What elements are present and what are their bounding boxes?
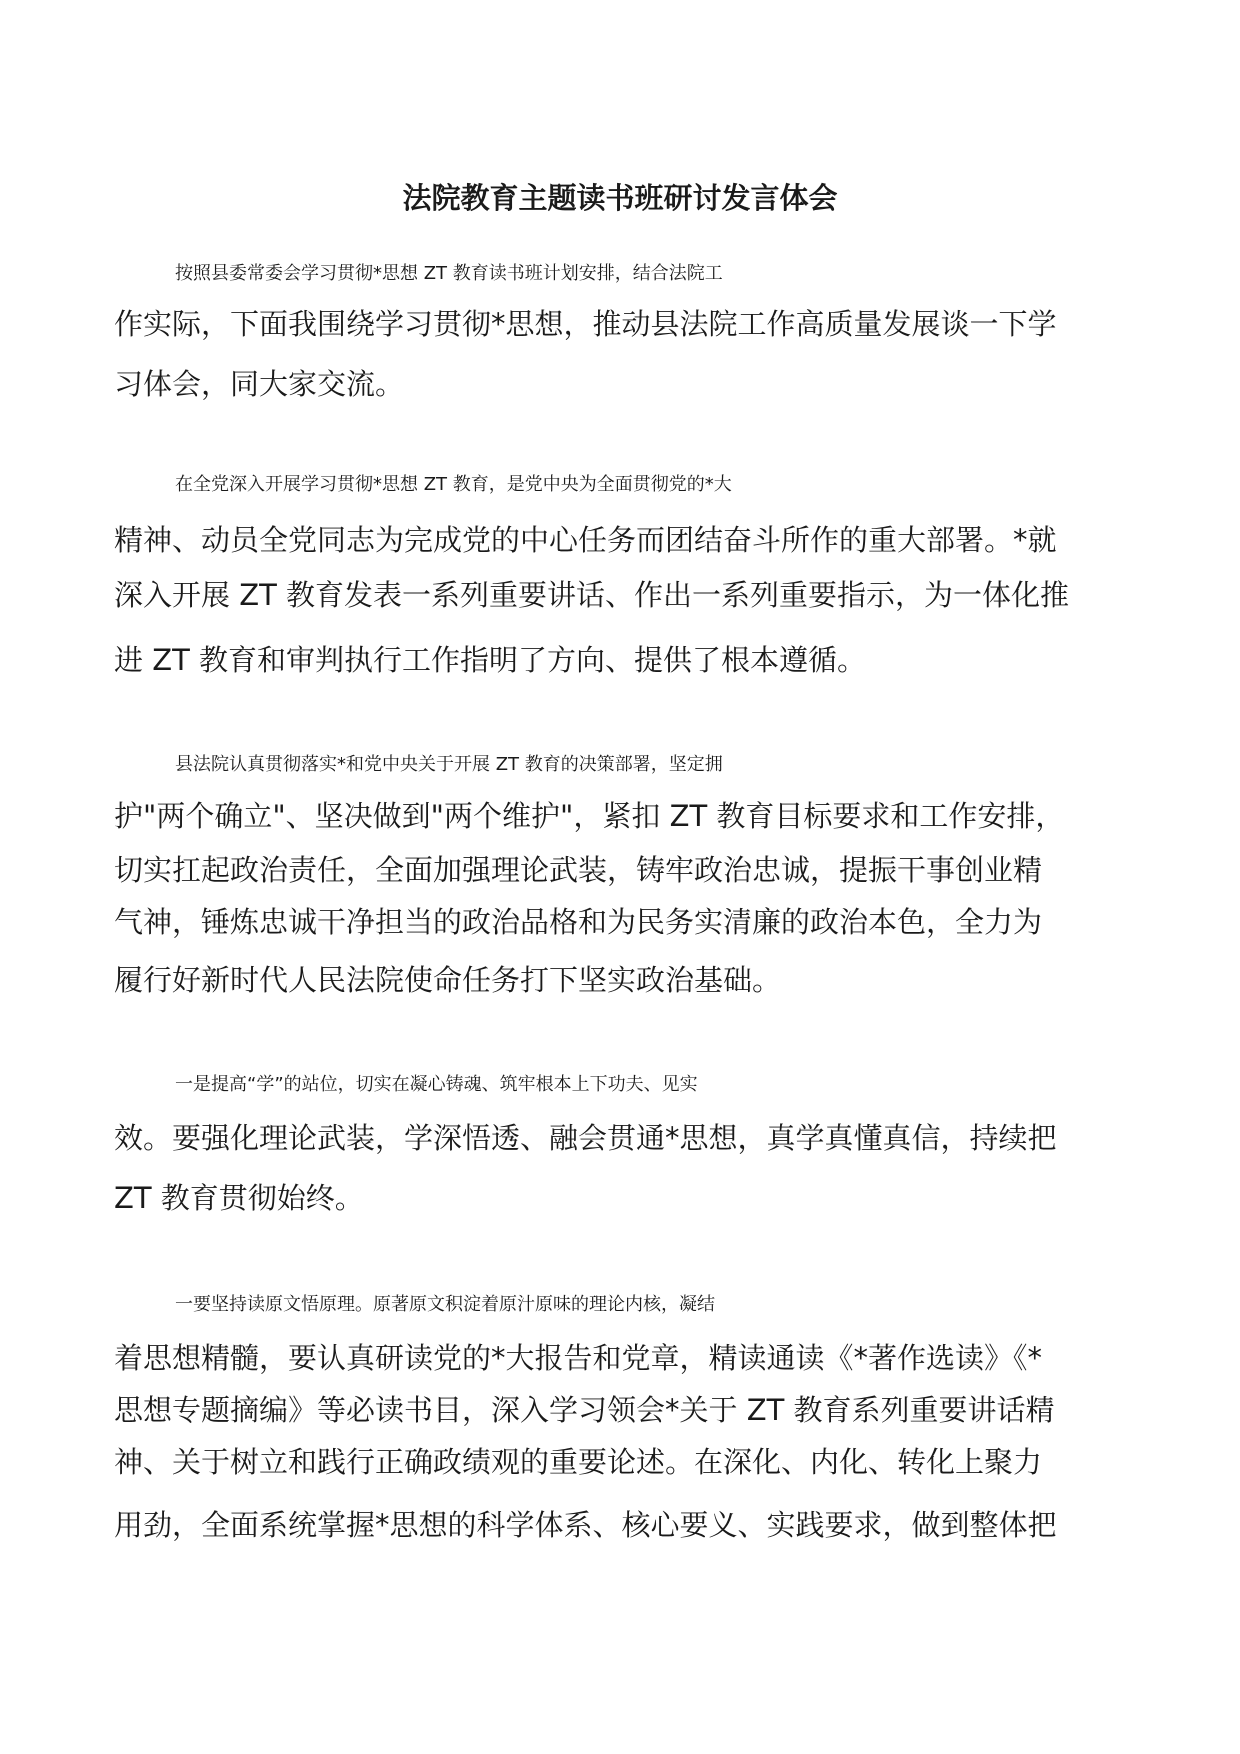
body-line: 履行好新时代人民法院使命任务打下坚实政治基础。 (114, 963, 782, 997)
body-line: 神、关于树立和践行正确政绩观的重要论述。在深化、内化、转化上聚力 (114, 1445, 1043, 1479)
body-line: 在全党深入开展学习贯彻*思想 ZT 教育，是党中央为全面贯彻党的*大 (175, 474, 732, 495)
body-line: 按照县委常委会学习贯彻*思想 ZT 教育读书班计划安排，结合法院工 (175, 263, 723, 284)
body-line: 用劲，全面系统掌握*思想的科学体系、核心要义、实践要求，做到整体把 (114, 1508, 1057, 1542)
body-line: 县法院认真贯彻落实*和党中央关于开展 ZT 教育的决策部署，坚定拥 (175, 754, 723, 775)
body-line: 思想专题摘编》等必读书目，深入学习领会*关于 ZT 教育系列重要讲话精 (114, 1393, 1055, 1427)
document-title: 法院教育主题读书班研讨发言体会 (402, 181, 838, 215)
body-line: 效。要强化理论武装，学深悟透、融会贯通*思想，真学真懂真信，持续把 (114, 1121, 1057, 1155)
body-line: 进 ZT 教育和审判执行工作指明了方向、提供了根本遵循。 (114, 643, 867, 677)
body-line: 精神、动员全党同志为完成党的中心任务而团结奋斗所作的重大部署。*就 (114, 523, 1057, 557)
body-line: 一要坚持读原文悟原理。原著原文积淀着原汁原味的理论内核，凝结 (175, 1294, 715, 1315)
body-line: 气神，锤炼忠诚干净担当的政治品格和为民务实清廉的政治本色，全力为 (114, 905, 1043, 939)
body-line: 着思想精髓，要认真研读党的*大报告和党章，精读通读《*著作选读》《* (114, 1341, 1043, 1375)
body-line: 一是提高“学”的站位，切实在凝心铸魂、筑牢根本上下功夫、见实 (175, 1074, 698, 1095)
body-line: 护"两个确立"、坚决做到"两个维护"，紧扣 ZT 教育目标要求和工作安排， (114, 799, 1065, 833)
body-line: ZT 教育贯彻始终。 (114, 1181, 364, 1215)
body-line: 作实际，下面我围绕学习贯彻*思想，推动县法院工作高质量发展谈一下学 (114, 307, 1057, 341)
body-line: 深入开展 ZT 教育发表一系列重要讲话、作出一系列重要指示，为一体化推 (114, 578, 1070, 612)
body-line: 习体会，同大家交流。 (114, 367, 405, 401)
body-line: 切实扛起政治责任，全面加强理论武装，铸牢政治忠诚，提振干事创业精 (114, 853, 1043, 887)
